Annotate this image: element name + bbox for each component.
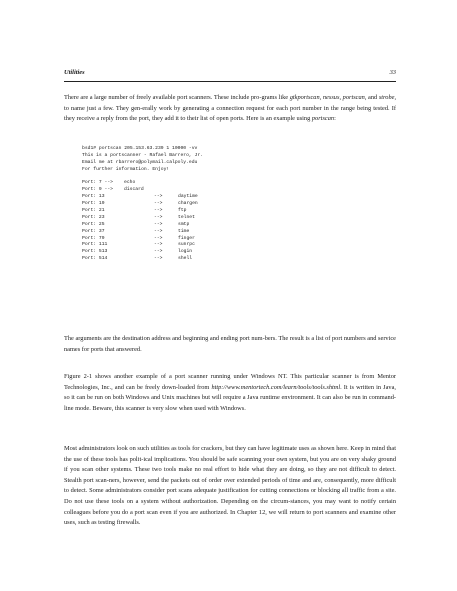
text-run: Figure 2-1 shows another example of a port scanner running under Windows NT. This particular scanner is from Mentor Technologies, Inc., and can be freely down-loaded from xyxy=(64,373,396,391)
code-port-row xyxy=(82,187,362,194)
arrow: --> xyxy=(154,194,163,200)
port-label: Port: 111 xyxy=(82,242,108,248)
port-label: Port: 23 xyxy=(82,214,105,220)
service-name: login xyxy=(178,249,193,255)
arrow: --> xyxy=(154,214,163,220)
port-label: Port: 21 xyxy=(82,208,105,214)
page-number: 33 xyxy=(389,69,396,76)
code-line: Email me at rbarrero@polymail.calpoly.edu xyxy=(82,159,198,165)
arrow: --> xyxy=(154,235,163,241)
service-name: sunrpc xyxy=(178,242,195,248)
code-port-row xyxy=(82,194,362,201)
port-label: Port: 25 xyxy=(82,221,105,227)
arrow: --> xyxy=(154,201,163,207)
program-name: portscan xyxy=(342,94,365,101)
port-label: Port: 514 xyxy=(82,256,108,262)
code-port-row xyxy=(82,229,362,236)
code-port-row xyxy=(82,215,362,222)
port-label: Port: 19 xyxy=(82,201,105,207)
text-run: , xyxy=(319,94,323,101)
text-run: , xyxy=(339,94,343,101)
port-label: Port: 13 xyxy=(82,194,105,200)
program-name: strobe xyxy=(378,94,395,101)
arrow: --> xyxy=(154,242,163,248)
code-line: bsd1# portscan 205.153.63.239 1 10000 -vv xyxy=(82,146,198,151)
service-name: discard xyxy=(124,187,144,193)
port-label: Port: 79 xyxy=(82,235,105,241)
code-port-row xyxy=(82,256,362,263)
paragraph-figure-2-1 xyxy=(64,372,396,414)
running-header-title: Utilities xyxy=(64,69,85,76)
service-name: smtp xyxy=(178,221,190,227)
text-run: , to name just a few. They gen-erally work by generating a connection request for each port number in the range being tested. If they receive a reply from the port, they add it to their list of open ports. Here is an example using xyxy=(64,94,397,123)
code-line: This is a portscanner - Rafael Barrero, Jr. xyxy=(82,152,203,158)
code-port-row xyxy=(82,201,362,208)
arrow: --> xyxy=(154,256,163,262)
code-port-row xyxy=(82,222,362,229)
program-name: gtkportscan xyxy=(289,94,320,101)
program-name: portscan xyxy=(311,115,335,123)
arrow: --> xyxy=(154,249,163,255)
arrow: --> xyxy=(154,228,163,234)
text-run: : xyxy=(334,115,336,123)
code-line: For further information. Enjoy! xyxy=(82,166,170,172)
service-name: daytime xyxy=(178,194,198,200)
port-label: Port: 9 --> xyxy=(82,187,113,193)
arrow: --> xyxy=(154,208,163,214)
service-name: echo xyxy=(124,180,136,186)
program-name: nessus xyxy=(322,94,340,101)
text-run: , and xyxy=(364,94,379,101)
paragraph-administrators: Most administrators look on such utilities as tools for crackers, but they can have legitimate uses as shown here. Keep in mind that the use of these tools has polit-ical implications. You should be safe scanning your own system, but you are on very shaky ground if you scan other systems. These two tools make no real effort to hide what they are doing, so they are not difficult to detect. Stealth port scan-ners, however, send the packets out of order over extended periods of time and are, consequently, more difficult to detect. Some administrators consider port scans adequate justification for cutting connections or blocking all traffic from a site. Do not use these tools on a system without authorization. Depending on the circum-stances, you may want to notify certain colleagues before you do a port scan even if you are authorized. In Chapter 12, we will return to port scanners and examine other uses, such as testing firewalls. xyxy=(64,445,396,527)
port-label: Port: 37 xyxy=(82,228,105,234)
service-name: time xyxy=(178,228,190,234)
text-run: . It is written in Java, so it can be run on both Windows and Unix machines but will require a Java runtime environment. It can also be run in command-line mode. Beware, this scanner is very slow when used with Windows. xyxy=(64,383,396,412)
service-name: shell xyxy=(178,256,193,262)
code-port-row xyxy=(82,242,362,249)
code-port-row xyxy=(82,208,362,215)
download-url: http://www.mentortech.com/learn/tools/tools.shtml xyxy=(211,383,341,391)
paragraph-arguments: The arguments are the destination address and beginning and ending port num-bers. The result is a list of port numbers and service names for ports that answered. xyxy=(64,335,396,353)
running-header xyxy=(64,69,396,82)
service-name: finger xyxy=(178,235,195,241)
code-port-row xyxy=(82,249,362,256)
service-name: telnet xyxy=(178,214,195,220)
text-run: There are a large number of freely available port scanners. These include pro-grams like xyxy=(64,94,290,101)
port-label: Port: 513 xyxy=(82,249,108,255)
code-listing-portscan xyxy=(82,146,362,263)
code-port-row xyxy=(82,236,362,243)
arrow: --> xyxy=(154,221,163,227)
port-label: Port: 7 --> xyxy=(82,180,113,186)
service-name: chargen xyxy=(178,201,198,207)
service-name: ftp xyxy=(178,208,187,214)
paragraph-port-scanners-intro xyxy=(64,93,396,125)
